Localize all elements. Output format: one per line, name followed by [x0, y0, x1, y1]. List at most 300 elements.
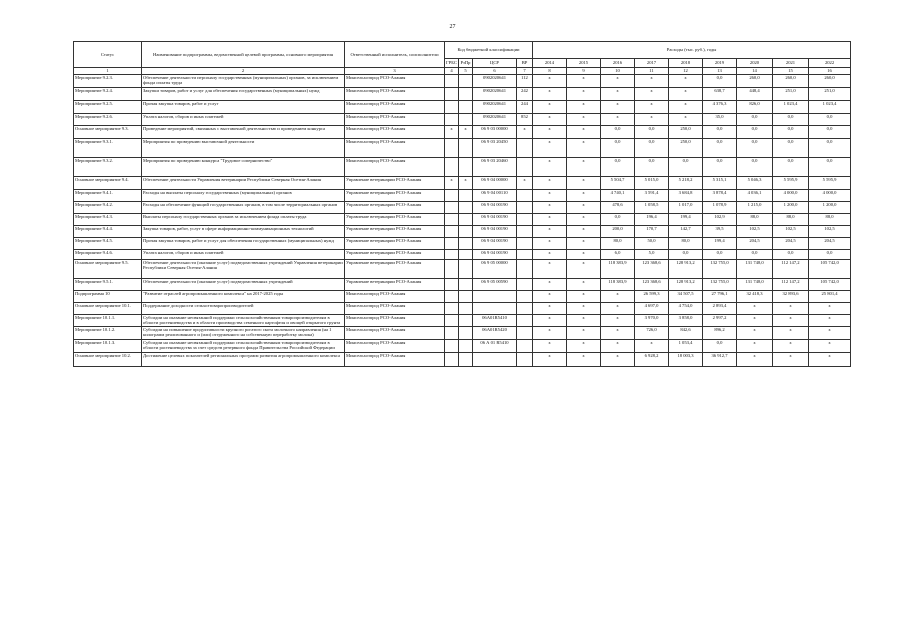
row-value-2015: x [567, 126, 601, 139]
row-csr: 0902020641 [473, 88, 517, 101]
row-status: Основное мероприятие 9.5. [74, 260, 142, 279]
row-value-2014: x [533, 303, 567, 315]
table-row [74, 327, 851, 340]
row-value-2022: x [809, 340, 851, 353]
row-executor: Управление ветеринарии РСО-Алания [345, 177, 445, 190]
row-vr: 244 [517, 101, 533, 114]
row-value-2021: 4 000,0 [773, 190, 809, 202]
row-value-2020: 131 748,0 [737, 279, 773, 291]
row-grbs [445, 101, 459, 114]
row-value-2022: 0,0 [809, 250, 851, 260]
row-vr [517, 327, 533, 340]
row-grbs [445, 202, 459, 214]
row-value-2019: 2 997,2 [703, 315, 737, 327]
row-value-2017: x [635, 114, 669, 126]
row-rzpr [459, 214, 473, 226]
column-number: 11 [635, 68, 669, 75]
row-grbs [445, 88, 459, 101]
row-vr [517, 139, 533, 158]
row-status: Мероприятие 9.3.2. [74, 158, 142, 177]
row-value-2016: x [601, 353, 635, 367]
row-name: Субсидии на повышение продуктивности крупного рогатого скота молочного направления (на 1 килограмм реализованного и (или) отгруженного на собственную переработку молока) [142, 327, 345, 340]
row-value-2020: 131 748,0 [737, 260, 773, 279]
row-rzpr [459, 303, 473, 315]
row-value-2018: 128 913,2 [669, 279, 703, 291]
row-name: Прочая закупка товаров, работ и услуг для обеспечения государственных (муниципальных) нужд [142, 238, 345, 250]
row-value-2014: x [533, 214, 567, 226]
row-value-2015: x [567, 75, 601, 88]
table-row [74, 260, 851, 279]
row-value-2022: 4 000,0 [809, 190, 851, 202]
row-grbs [445, 303, 459, 315]
row-value-2020: 0,0 [737, 114, 773, 126]
row-value-2018: 250,0 [669, 126, 703, 139]
row-value-2018: 1 053,4 [669, 340, 703, 353]
row-value-2022: 0,0 [809, 126, 851, 139]
table-row [74, 126, 851, 139]
row-value-2018: 4 754,0 [669, 303, 703, 315]
row-value-2017: 0,0 [635, 158, 669, 177]
row-value-2018: 5 218,2 [669, 177, 703, 190]
row-value-2015: x [567, 238, 601, 250]
row-grbs [445, 226, 459, 238]
row-rzpr [459, 315, 473, 327]
row-value-2014: x [533, 327, 567, 340]
row-value-2019: 2 893,4 [703, 303, 737, 315]
row-value-2017: x [635, 101, 669, 114]
row-value-2020: 32 418,3 [737, 291, 773, 303]
row-value-2017: 1 058,5 [635, 202, 669, 214]
row-grbs: x [445, 177, 459, 190]
row-rzpr [459, 279, 473, 291]
row-value-2018: 3 858,0 [669, 315, 703, 327]
row-name: Мероприятия по проведению выставочной деятельности [142, 139, 345, 158]
row-name: Обеспечение деятельности Управления ветеринарии Республики Северная Осетия-Алания [142, 177, 345, 190]
header-expenses: Расходы (тыс. руб.), годы [533, 42, 851, 59]
column-number: 1 [74, 68, 142, 75]
row-grbs [445, 114, 459, 126]
row-value-2021: x [773, 327, 809, 340]
row-executor: Минсельхозпрод РСО-Алания [345, 303, 445, 315]
row-csr: 06 9 04 00110 [473, 190, 517, 202]
row-value-2021: 260,0 [773, 75, 809, 88]
row-vr [517, 353, 533, 367]
row-status: Мероприятие 10.1.1. [74, 315, 142, 327]
row-csr [473, 291, 517, 303]
table-row [74, 250, 851, 260]
row-grbs [445, 158, 459, 177]
row-csr: 0902020641 [473, 101, 517, 114]
row-grbs [445, 340, 459, 353]
row-value-2018: 142,7 [669, 226, 703, 238]
row-vr: x [517, 177, 533, 190]
row-value-2022: x [809, 315, 851, 327]
table-row [74, 214, 851, 226]
row-value-2016: x [601, 75, 635, 88]
row-value-2018: 128 913,2 [669, 260, 703, 279]
row-value-2019: 36 912,7 [703, 353, 737, 367]
row-value-2022: 5 595,9 [809, 177, 851, 190]
row-value-2014: x [533, 75, 567, 88]
row-vr [517, 315, 533, 327]
row-value-2015: x [567, 114, 601, 126]
row-executor: Управление ветеринарии РСО-Алания [345, 226, 445, 238]
row-vr [517, 202, 533, 214]
row-value-2020: 448,4 [737, 88, 773, 101]
row-value-2015: x [567, 226, 601, 238]
row-value-2022: 0,0 [809, 114, 851, 126]
row-value-2020: x [737, 303, 773, 315]
row-vr [517, 226, 533, 238]
column-number: 3 [345, 68, 445, 75]
row-value-2017: 170,7 [635, 226, 669, 238]
row-value-2017: 50,0 [635, 238, 669, 250]
header-code-col: РзПр [459, 59, 473, 68]
row-name: Уплата налогов, сборов и иных платежей [142, 250, 345, 260]
row-value-2015: x [567, 303, 601, 315]
row-grbs [445, 75, 459, 88]
row-value-2017: x [635, 340, 669, 353]
row-value-2014: x [533, 101, 567, 114]
row-value-2019: 896,2 [703, 327, 737, 340]
row-vr [517, 250, 533, 260]
header-code-col: ЦСР [473, 59, 517, 68]
row-grbs [445, 353, 459, 367]
row-value-2015: x [567, 315, 601, 327]
row-value-2019: 0,0 [703, 75, 737, 88]
row-value-2017: 3 591,4 [635, 190, 669, 202]
row-vr [517, 158, 533, 177]
row-executor: Минсельхозпрод РСО-Алания [345, 126, 445, 139]
row-value-2019: 39,5 [703, 226, 737, 238]
row-value-2019: 0,0 [703, 158, 737, 177]
row-value-2018: x [669, 114, 703, 126]
row-value-2014: x [533, 177, 567, 190]
row-rzpr [459, 114, 473, 126]
row-csr: 06 9 03 00000 [473, 126, 517, 139]
row-value-2014: x [533, 126, 567, 139]
row-value-2016: 0,0 [601, 126, 635, 139]
row-value-2021: x [773, 303, 809, 315]
header-year: 2020 [737, 59, 773, 68]
row-value-2022: 105 742,0 [809, 279, 851, 291]
row-name: Мероприятия по проведению конкурса "Трудовое соперничество" [142, 158, 345, 177]
row-vr [517, 291, 533, 303]
row-status: Мероприятие 9.4.4. [74, 226, 142, 238]
column-number: 6 [473, 68, 517, 75]
row-value-2017: x [635, 75, 669, 88]
row-value-2016: x [601, 315, 635, 327]
row-csr: 06 9 04 00190 [473, 214, 517, 226]
row-value-2014: x [533, 260, 567, 279]
row-value-2018: 842,6 [669, 327, 703, 340]
row-value-2014: x [533, 353, 567, 367]
row-value-2018: 3 684,8 [669, 190, 703, 202]
row-value-2019: 132 755,0 [703, 260, 737, 279]
row-value-2017: 6 928,2 [635, 353, 669, 367]
header-budget-code: Код бюджетной классификации [445, 42, 533, 59]
table-row [74, 114, 851, 126]
row-value-2019: 199,4 [703, 238, 737, 250]
row-vr [517, 279, 533, 291]
row-value-2016: 80,0 [601, 238, 635, 250]
row-value-2020: 260,0 [737, 75, 773, 88]
row-value-2019: 132 755,0 [703, 279, 737, 291]
row-value-2016: x [601, 114, 635, 126]
row-status: Мероприятие 10.1.2. [74, 327, 142, 340]
row-value-2016: 478,6 [601, 202, 635, 214]
row-value-2015: x [567, 177, 601, 190]
row-executor: Управление ветеринарии РСО-Алания [345, 190, 445, 202]
row-executor: Минсельхозпрод РСО-Алания [345, 158, 445, 177]
row-value-2015: x [567, 214, 601, 226]
row-value-2014: x [533, 190, 567, 202]
row-value-2022: 251,0 [809, 88, 851, 101]
row-csr: 06 9 04 00000 [473, 177, 517, 190]
row-vr: 112 [517, 75, 533, 88]
header-year: 2022 [809, 59, 851, 68]
row-value-2020: 88,0 [737, 214, 773, 226]
row-value-2017: 123 368,6 [635, 260, 669, 279]
row-value-2022: x [809, 327, 851, 340]
row-rzpr [459, 190, 473, 202]
table-row [74, 158, 851, 177]
row-value-2020: 4 036,1 [737, 190, 773, 202]
row-grbs [445, 315, 459, 327]
row-csr: 06 9 04 00190 [473, 238, 517, 250]
column-number: 10 [601, 68, 635, 75]
row-executor: Минсельхозпрод РСО-Алания [345, 88, 445, 101]
row-value-2019: 0,0 [703, 126, 737, 139]
column-number: 13 [703, 68, 737, 75]
row-value-2018: 250,0 [669, 139, 703, 158]
column-number: 5 [459, 68, 473, 75]
table-row [74, 101, 851, 114]
column-number: 4 [445, 68, 459, 75]
row-executor: Минсельхозпрод РСО-Алания [345, 75, 445, 88]
row-name: Расходы на обеспечение функций государственных органов, в том числе территориальных органов [142, 202, 345, 214]
table-row [74, 190, 851, 202]
row-value-2018: x [669, 75, 703, 88]
row-value-2015: x [567, 279, 601, 291]
row-csr: 06 9 04 00190 [473, 202, 517, 214]
row-value-2021: 1 023,4 [773, 101, 809, 114]
row-value-2014: x [533, 226, 567, 238]
row-value-2015: x [567, 250, 601, 260]
row-executor: Минсельхозпрод РСО-Алания [345, 353, 445, 367]
header-year: 2015 [567, 59, 601, 68]
row-csr: 0902020641 [473, 75, 517, 88]
row-value-2022: 105 742,0 [809, 260, 851, 279]
row-csr [473, 303, 517, 315]
row-value-2015: x [567, 88, 601, 101]
row-value-2017: x [635, 88, 669, 101]
row-value-2021: 0,0 [773, 158, 809, 177]
row-csr [473, 353, 517, 367]
row-rzpr [459, 226, 473, 238]
row-name: Прочая закупка товаров, работ и услуг [142, 101, 345, 114]
row-value-2021: x [773, 315, 809, 327]
row-value-2016: 4 740,1 [601, 190, 635, 202]
table-row [74, 340, 851, 353]
column-number: 14 [737, 68, 773, 75]
row-grbs [445, 139, 459, 158]
row-csr: 06 А 01 R5410 [473, 340, 517, 353]
row-value-2014: x [533, 279, 567, 291]
row-rzpr [459, 340, 473, 353]
row-name: Уплата налогов, сборов и иных платежей [142, 114, 345, 126]
row-rzpr [459, 238, 473, 250]
row-value-2019: 4 376,3 [703, 101, 737, 114]
row-value-2016: 6,0 [601, 250, 635, 260]
row-value-2015: x [567, 340, 601, 353]
header-year: 2021 [773, 59, 809, 68]
row-status: Подпрограмма 10 [74, 291, 142, 303]
row-rzpr [459, 250, 473, 260]
row-value-2018: 1 017,0 [669, 202, 703, 214]
row-value-2014: x [533, 315, 567, 327]
column-number: 2 [142, 68, 345, 75]
row-vr [517, 340, 533, 353]
row-status: Основное мероприятие 10.2. [74, 353, 142, 367]
row-grbs: x [445, 126, 459, 139]
table-row [74, 303, 851, 315]
row-name: Достижение целевых показателей региональных программ развития агропромышленного комплекса [142, 353, 345, 367]
table-row [74, 202, 851, 214]
row-value-2017: 4 697,0 [635, 303, 669, 315]
row-value-2022: 260,0 [809, 75, 851, 88]
row-value-2020: 0,0 [737, 250, 773, 260]
row-name: Обеспечение деятельности персоналу государственных (муниципальных) органов, за исключением фонда оплаты труда [142, 75, 345, 88]
row-value-2018: 18 003,3 [669, 353, 703, 367]
row-rzpr: x [459, 177, 473, 190]
row-value-2021: 32 893,6 [773, 291, 809, 303]
row-value-2021: 112 147,2 [773, 260, 809, 279]
row-csr: 06 9 03 20460 [473, 158, 517, 177]
header-code-col: ВР [517, 59, 533, 68]
row-value-2017: 726,0 [635, 327, 669, 340]
row-value-2018: 0,0 [669, 158, 703, 177]
row-value-2014: x [533, 88, 567, 101]
row-executor: Управление ветеринарии РСО-Алания [345, 260, 445, 279]
row-value-2016: x [601, 88, 635, 101]
row-csr: 06А01R5410 [473, 315, 517, 327]
row-value-2014: x [533, 139, 567, 158]
row-value-2019: 102,9 [703, 214, 737, 226]
row-grbs [445, 327, 459, 340]
row-value-2019: 35,0 [703, 114, 737, 126]
row-value-2014: x [533, 291, 567, 303]
row-value-2015: x [567, 327, 601, 340]
row-value-2018: x [669, 88, 703, 101]
row-value-2018: 199,4 [669, 214, 703, 226]
row-rzpr [459, 158, 473, 177]
row-status: Мероприятие 9.2.5. [74, 101, 142, 114]
row-value-2017: 5,0 [635, 250, 669, 260]
row-value-2021: 5 595,9 [773, 177, 809, 190]
row-status: Мероприятие 10.1.3. [74, 340, 142, 353]
row-value-2022: x [809, 303, 851, 315]
table-row [74, 139, 851, 158]
row-value-2014: x [533, 158, 567, 177]
table-row [74, 315, 851, 327]
row-value-2015: x [567, 190, 601, 202]
row-status: Основное мероприятие 10.1. [74, 303, 142, 315]
row-value-2016: 0,0 [601, 139, 635, 158]
row-value-2017: 196,4 [635, 214, 669, 226]
table-row [74, 291, 851, 303]
row-name: Проведение мероприятий, связанных с выставочной деятельностью и проведением конкурса [142, 126, 345, 139]
row-executor: Минсельхозпрод РСО-Алания [345, 340, 445, 353]
row-value-2021: 88,0 [773, 214, 809, 226]
row-value-2015: x [567, 260, 601, 279]
row-value-2018: 0,0 [669, 250, 703, 260]
row-name: Субсидии на оказание несвязанной поддержки сельскохозяйственным товаропроизводителям в области растениеводства за счет средств резервного фонда Правительства Российской Федерации [142, 340, 345, 353]
row-value-2014: x [533, 250, 567, 260]
row-value-2016: x [601, 303, 635, 315]
row-value-2022: 204,5 [809, 238, 851, 250]
row-rzpr [459, 327, 473, 340]
row-value-2020: x [737, 340, 773, 353]
row-status: Мероприятие 9.4.2. [74, 202, 142, 214]
row-value-2016: x [601, 340, 635, 353]
table-row [74, 238, 851, 250]
row-value-2015: x [567, 158, 601, 177]
row-executor: Управление ветеринарии РСО-Алания [345, 250, 445, 260]
row-rzpr [459, 291, 473, 303]
column-number: 16 [809, 68, 851, 75]
row-csr: 0902020641 [473, 114, 517, 126]
row-value-2022: x [809, 353, 851, 367]
row-status: Мероприятие 9.2.4. [74, 88, 142, 101]
row-value-2017: 26 599,3 [635, 291, 669, 303]
row-status: Мероприятие 9.4.1. [74, 190, 142, 202]
row-grbs [445, 250, 459, 260]
row-rzpr [459, 101, 473, 114]
row-rzpr: x [459, 126, 473, 139]
table-row [74, 88, 851, 101]
row-name: Закупки товаров, работ и услуг для обеспечения государственных (муниципальных) нужд [142, 88, 345, 101]
row-csr: 06 9 04 00190 [473, 226, 517, 238]
row-value-2020: 102,5 [737, 226, 773, 238]
header-code-col: ГРБС [445, 59, 459, 68]
row-name: Обеспечение деятельности (оказание услуг) подведомственных учреждений [142, 279, 345, 291]
row-value-2021: x [773, 353, 809, 367]
row-value-2016: 5 504,7 [601, 177, 635, 190]
row-value-2021: 0,0 [773, 139, 809, 158]
page-number: 27 [449, 24, 456, 30]
row-rzpr [459, 202, 473, 214]
row-value-2016: 0,0 [601, 158, 635, 177]
row-name: "Развитие отраслей агропромышленного комплекса" на 2017-2025 годы [142, 291, 345, 303]
row-status: Мероприятие 9.3.1. [74, 139, 142, 158]
row-grbs [445, 214, 459, 226]
row-value-2016: x [601, 101, 635, 114]
row-value-2017: 5 015,0 [635, 177, 669, 190]
row-value-2015: x [567, 353, 601, 367]
row-status: Основное мероприятие 9.3. [74, 126, 142, 139]
row-value-2021: x [773, 340, 809, 353]
row-vr [517, 303, 533, 315]
row-value-2015: x [567, 291, 601, 303]
row-csr: 06 9 03 20450 [473, 139, 517, 158]
row-vr: 852 [517, 114, 533, 126]
row-value-2016: x [601, 291, 635, 303]
row-value-2020: x [737, 353, 773, 367]
table-row [74, 226, 851, 238]
row-rzpr [459, 260, 473, 279]
row-executor: Управление ветеринарии РСО-Алания [345, 238, 445, 250]
